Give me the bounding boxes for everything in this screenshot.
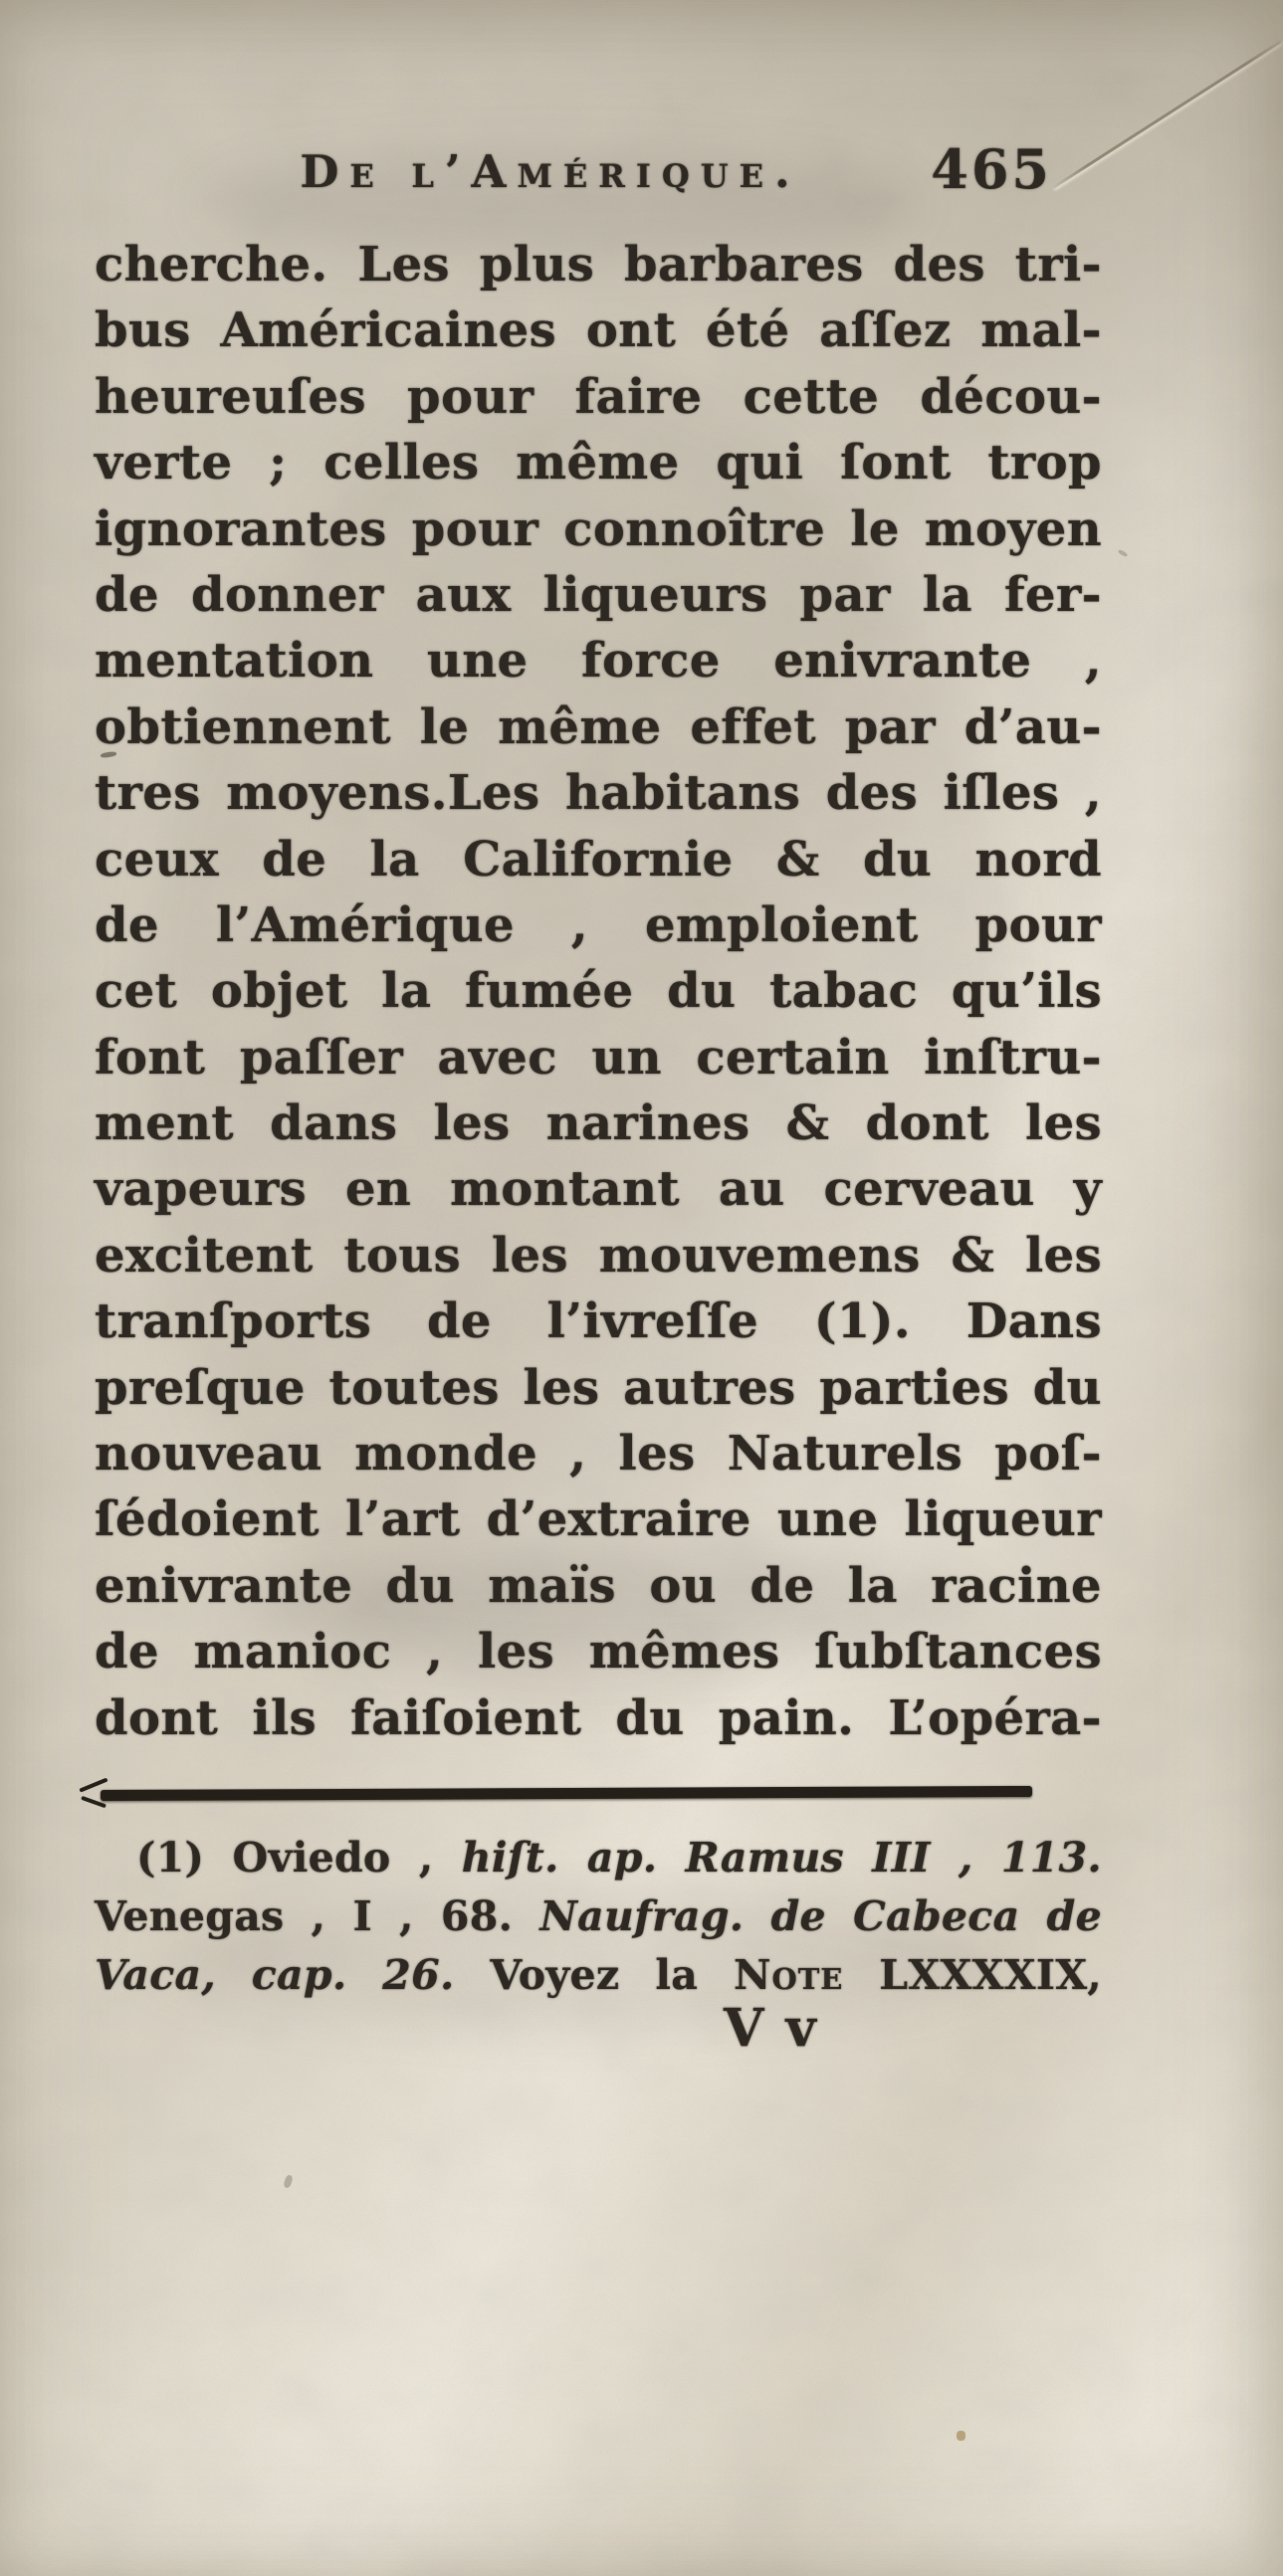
text-line: vapeurs en montant au cerveau y — [95, 1161, 1102, 1218]
signature-mark — [95, 1998, 1102, 2062]
footnote-segment: LXXXXIX, — [843, 1951, 1103, 1999]
text-line: font paſſer avec un certain inſtru- — [95, 1029, 1102, 1086]
footnote-segment: hiſt. ap. Ramus III , 113. — [461, 1834, 1102, 1882]
footnote-line — [95, 1829, 1102, 1887]
header-title: De l’Amérique. — [300, 145, 801, 198]
text-line: bus Américaines ont été aſſez mal- — [95, 302, 1102, 359]
text-line: obtiennent le même effet par d’au- — [95, 698, 1102, 755]
text-line: cherche. Les plus barbares des tri- — [95, 237, 1102, 293]
page-number: 465 — [931, 137, 1052, 201]
text-line: cet objet la fumée du tabac qu’ils — [95, 963, 1102, 1020]
text-line: verte ; celles même qui ſont trop — [95, 435, 1102, 492]
footnote-segment: (1) Oviedo , — [136, 1834, 462, 1882]
signature-mark-label: V v — [724, 1998, 818, 2059]
footnote-segment: Voyez la — [454, 1951, 734, 1999]
text-line: tres moyens.Les habitans des iſles , — [95, 765, 1102, 822]
body-text — [95, 232, 1102, 1751]
text-line: preſque toutes les autres parties du — [95, 1359, 1102, 1416]
footnote-line — [95, 1946, 1102, 2005]
ink-speck — [957, 2431, 965, 2441]
text-line: excitent tous les mouvemens & les — [95, 1227, 1102, 1284]
footnote-segment: Note — [733, 1951, 844, 1999]
text-line: ment dans les narines & dont les — [95, 1095, 1102, 1152]
text-line: mentation une force enivrante , — [95, 633, 1102, 690]
text-line: de l’Amérique , emploient pour — [95, 896, 1102, 953]
text-line: de manioc , les mêmes ſubſtances — [95, 1624, 1102, 1681]
text-line: heureuſes pour faire cette décou- — [95, 368, 1102, 425]
text-line: ſédoient l’art d’extraire une liqueur — [95, 1491, 1102, 1548]
footnote-line — [95, 1887, 1102, 1946]
footnote-segment: Venegas , I , 68. — [95, 1892, 540, 1940]
footnote-segment: Vaca, cap. 26. — [95, 1951, 455, 1999]
footnote-segment: Naufrag. de Cabeca de — [539, 1892, 1102, 1940]
text-line: tranſports de l’ivreſſe (1). Dans — [95, 1293, 1102, 1350]
text-line: nouveau monde , les Naturels poſ- — [95, 1426, 1102, 1483]
text-line: de donner aux liqueurs par la fer- — [95, 566, 1102, 623]
ink-speck — [283, 2174, 294, 2189]
text-line: ceux de la Californie & du nord — [95, 831, 1102, 888]
text-line: ignorantes pour connoître le moyen — [95, 500, 1102, 557]
text-line: enivrante du maïs ou de la racine — [95, 1557, 1102, 1614]
footnote-rule — [101, 1786, 1032, 1801]
text-line: dont ils faiſoient du pain. L’opéra- — [95, 1689, 1102, 1746]
footnote-text — [95, 1829, 1102, 2005]
running-header — [95, 137, 1102, 221]
ink-speck — [1118, 549, 1129, 557]
